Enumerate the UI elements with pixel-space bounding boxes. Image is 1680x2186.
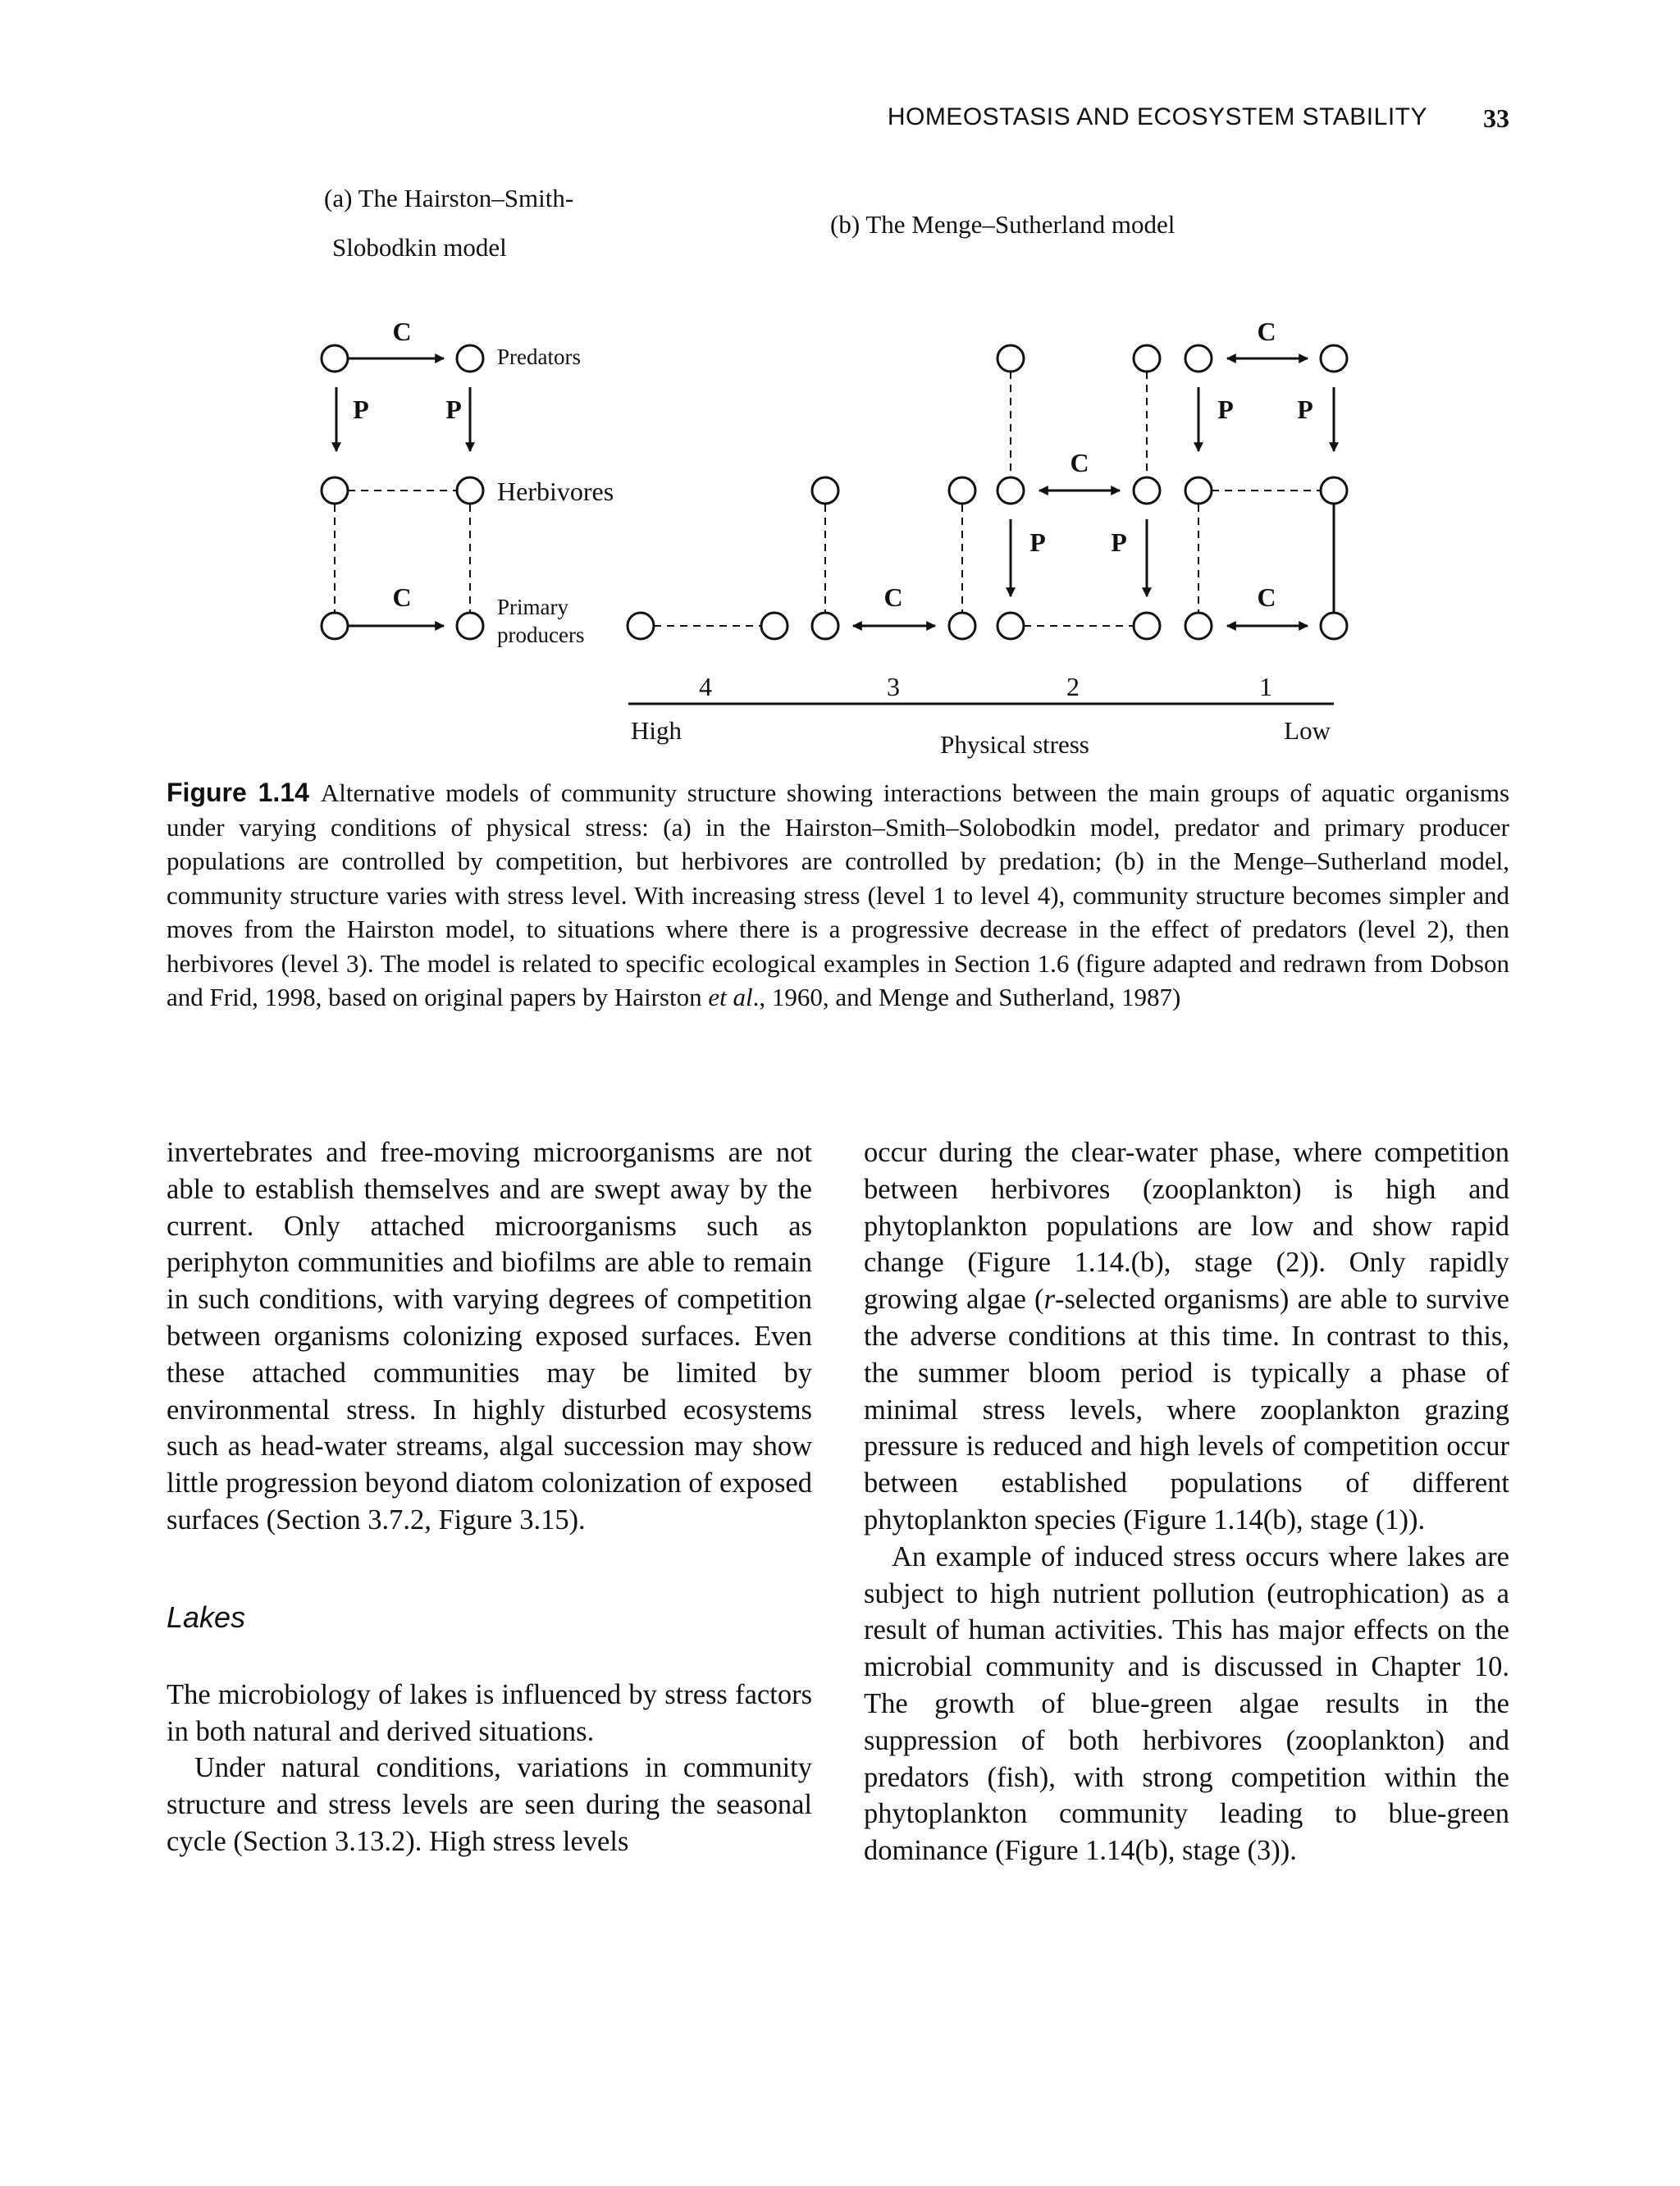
figure-diagram bbox=[0, 0, 1680, 787]
caption-text-end: ., 1960, and Menge and Sutherland, 1987) bbox=[752, 983, 1181, 1011]
axis-low: Low bbox=[1284, 716, 1331, 745]
b-stage1-c-top: C bbox=[1257, 317, 1276, 346]
left-paragraph-2: The microbiology of lakes is influenced by stress factors in both natural and derived situations. bbox=[167, 1678, 812, 1747]
caption-label: Figure 1.14 bbox=[167, 778, 309, 807]
b-stage1-p-left: P bbox=[1217, 395, 1234, 424]
b-stage1-p-right: P bbox=[1297, 395, 1313, 424]
panel-a-title-line2: Slobodkin model bbox=[332, 233, 507, 262]
label-herbivores: Herbivores bbox=[497, 477, 614, 506]
left-column bbox=[167, 1134, 812, 1860]
right-p1-text-b: -selected organisms) are able to survive the adverse conditions at this time. In contrast to this, the summer bloom period is typically a phase of minimal stress levels, where zooplankton grazing pressure is reduced and high levels of competition occur between established populations of different phytoplankton species (Figure 1.14(b), stage (1)). bbox=[864, 1284, 1509, 1536]
stage-label-2: 2 bbox=[1066, 672, 1080, 701]
right-p1-text-a: occur during the clear-water phase, where competition between herbivores (zooplankton) is high and phytoplankton populations are low and show rapid change (Figure 1.14.(b), stage (2)). Only rapidly growing algae ( bbox=[864, 1137, 1509, 1316]
figure-caption bbox=[167, 776, 1509, 1015]
b-stage2-c: C bbox=[1070, 448, 1089, 477]
caption-italic: et al bbox=[708, 983, 753, 1011]
label-primary: Primary bbox=[497, 595, 568, 619]
label-predators: Predators bbox=[497, 345, 581, 369]
figure-1-14 bbox=[0, 0, 1680, 787]
right-paragraph-2: An example of induced stress occurs where lakes are subject to high nutrient pollution (eutrophication) as a result of human activities. This has major effects on the microbial community and is discussed in Chapter 10. The growth of blue-green algae results in the suppression of both herbivores (zooplankton) and predators (fish), with strong competition within the phytoplankton community leading to blue-green dominance (Figure 1.14(b), stage (3)). bbox=[864, 1540, 1509, 1867]
left-paragraph-1: invertebrates and free-moving microorganisms are not able to establish themselves and are swept away by the current. Only attached microorganisms such as periphyton communities and biofilms are able to remain in such conditions, with varying degrees of competition between organisms colonizing exposed surfaces. Even these attached communities may be limited by environmental stress. In highly disturbed ecosystems such as head-water streams, algal succession may show little progression beyond diatom colonization of exposed surfaces (Section 3.7.2, Figure 3.15). bbox=[167, 1137, 812, 1536]
axis-label-stress: Physical stress bbox=[940, 730, 1089, 759]
panel-a-title-line1: (a) The Hairston–Smith- bbox=[324, 184, 574, 212]
b-stage1-c-bottom: C bbox=[1257, 582, 1276, 612]
section-heading-lakes: Lakes bbox=[167, 1600, 246, 1634]
axis-high: High bbox=[631, 716, 682, 745]
running-title: HOMEOSTASIS AND ECOSYSTEM STABILITY bbox=[887, 103, 1427, 130]
right-p1-italic: r bbox=[1043, 1284, 1055, 1316]
panel-a-p-left: P bbox=[353, 395, 369, 424]
panel-a-c-bottom: C bbox=[392, 582, 412, 612]
caption-text: Alternative models of community structure showing interactions between the main groups of aquatic organisms under varying conditions of physical stress: (a) in the Hairston–Smith–Solobodkin model, predator and primary producer populations are controlled by competition, but herbivores are controlled by predation; (b) in the Menge–Sutherland model, community structure varies with stress level. With increasing stress (level 1 to level 4), community structure becomes simpler and moves from the Hairston model, to situations where there is a progressive decrease in the effect of predators (level 2), then herbivores (level 3). The model is related to specific ecological examples in Section 1.6 (figure adapted and redrawn from Dobson and Frid, 1998, based on original papers by Hairston bbox=[167, 778, 1510, 1011]
panel-b-title: (b) The Menge–Sutherland model bbox=[830, 210, 1176, 239]
panel-a-c-top: C bbox=[392, 317, 412, 346]
b-stage2-p-left: P bbox=[1029, 527, 1046, 557]
stage-label-1: 1 bbox=[1259, 672, 1272, 701]
b-stage2-p-right: P bbox=[1111, 527, 1127, 557]
left-paragraph-3: Under natural conditions, variations in community structure and stress levels are seen during the seasonal cycle (Section 3.13.2). High stress levels bbox=[167, 1752, 812, 1857]
stage-label-4: 4 bbox=[699, 672, 712, 701]
panel-a-p-right: P bbox=[445, 395, 462, 424]
stage-label-3: 3 bbox=[887, 672, 900, 701]
b-stage3-c: C bbox=[883, 582, 903, 612]
right-column bbox=[864, 1134, 1509, 1869]
right-paragraph-1 bbox=[864, 1134, 1509, 1539]
page-number: 33 bbox=[1483, 103, 1509, 133]
label-producers: producers bbox=[497, 623, 585, 647]
